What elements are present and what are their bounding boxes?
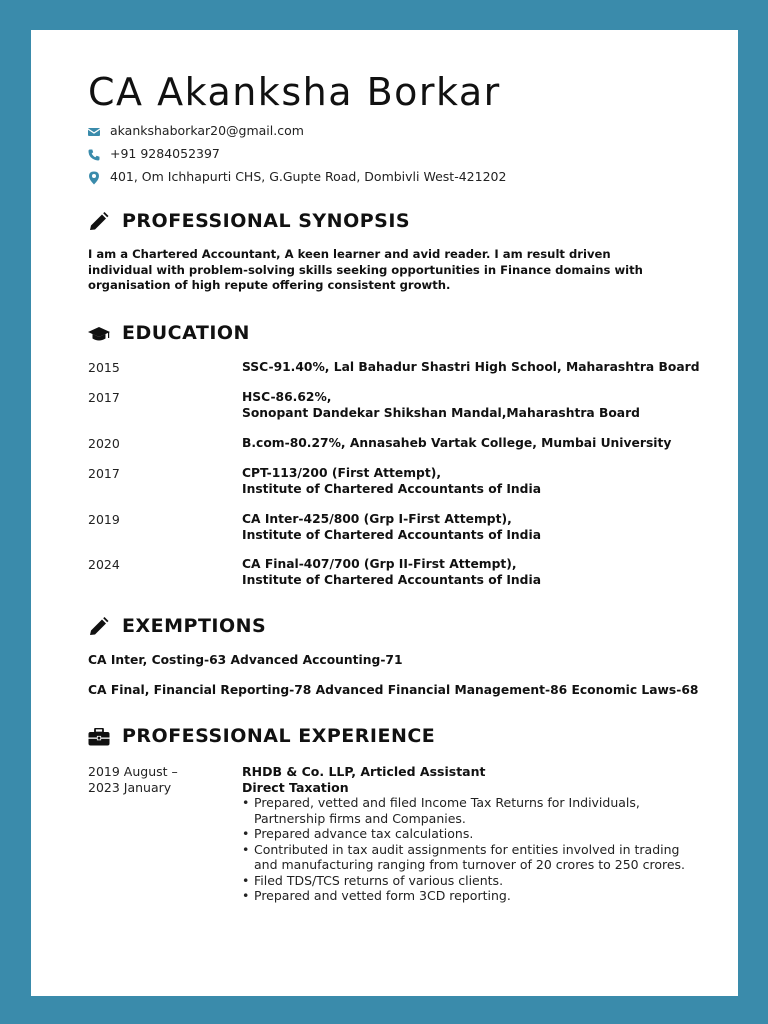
edu-year: 2017 (88, 466, 120, 481)
graduation-cap-icon (88, 325, 110, 343)
contact-phone[interactable] (88, 146, 220, 161)
exemption-line: CA Inter, Costing-63 Advanced Accounting-71 (88, 653, 403, 667)
list-item: • Filed TDS/TCS returns of various clients. (254, 873, 702, 889)
list-item: • Prepared, vetted and filed Income Tax Returns for Individuals, Partnership firms and Companies. (254, 795, 702, 826)
experience-company: RHDB & Co. LLP, Articled Assistant (242, 764, 486, 779)
experience-dates: 2019 August – 2023 January (88, 764, 178, 795)
edu-year: 2019 (88, 512, 120, 527)
edu-detail: CPT-113/200 (First Attempt), Institute of Chartered Accountants of India (242, 466, 541, 496)
exemptions-heading: EXEMPTIONS (88, 615, 266, 637)
education-heading: EDUCATION (88, 322, 250, 344)
address-text: 401, Om Ichhapurti CHS, G.Gupte Road, Dombivli West-421202 (110, 169, 507, 184)
edu-year: 2015 (88, 360, 120, 375)
resume-page (31, 30, 738, 996)
list-item: • Prepared advance tax calculations. (254, 826, 702, 842)
synopsis-heading: PROFESSIONAL SYNOPSIS (88, 210, 410, 232)
experience-bullets (242, 795, 702, 904)
phone-text: +91 9284052397 (110, 146, 220, 161)
synopsis-text: I am a Chartered Accountant, A keen learner and avid reader. I am result driven individual with problem-solving skills seeking opportunities in Finance domains with organisation of high repute offering consistent growth. (88, 247, 643, 292)
envelope-icon (88, 127, 100, 137)
experience-details (242, 764, 702, 904)
edu-year: 2017 (88, 390, 120, 405)
edu-detail: SSC-91.40%, Lal Bahadur Shastri High School, Maharashtra Board (242, 360, 700, 374)
contact-address (88, 169, 506, 185)
candidate-name: CA Akanksha Borkar (88, 70, 501, 114)
edu-year: 2024 (88, 557, 120, 572)
edu-detail: HSC-86.62%, Sonopant Dandekar Shikshan Mandal,Maharashtra Board (242, 390, 640, 420)
experience-area: Direct Taxation (242, 779, 349, 795)
pencil-icon (88, 212, 110, 232)
edu-detail: B.com-80.27%, Annasaheb Vartak College, Mumbai University (242, 436, 672, 450)
briefcase-icon (88, 728, 110, 746)
map-pin-icon (88, 171, 100, 185)
pencil-icon (88, 617, 110, 637)
list-item: • Contributed in tax audit assignments for entities involved in trading and manufacturing ranging from turnover of 20 crores to 250 crores. (254, 842, 702, 873)
contact-email[interactable] (88, 123, 304, 138)
list-item: • Prepared and vetted form 3CD reporting. (254, 888, 702, 904)
email-text: akankshaborkar20@gmail.com (110, 123, 304, 138)
edu-detail: CA Final-407/700 (Grp II-First Attempt), Institute of Chartered Accountants of India (242, 557, 541, 587)
edu-year: 2020 (88, 436, 120, 451)
edu-detail: CA Inter-425/800 (Grp I-First Attempt), Institute of Chartered Accountants of India (242, 512, 541, 542)
phone-icon (88, 149, 100, 161)
experience-heading: PROFESSIONAL EXPERIENCE (88, 725, 435, 747)
exemption-line: CA Final, Financial Reporting-78 Advanced Financial Management-86 Economic Laws-68 (88, 683, 699, 697)
